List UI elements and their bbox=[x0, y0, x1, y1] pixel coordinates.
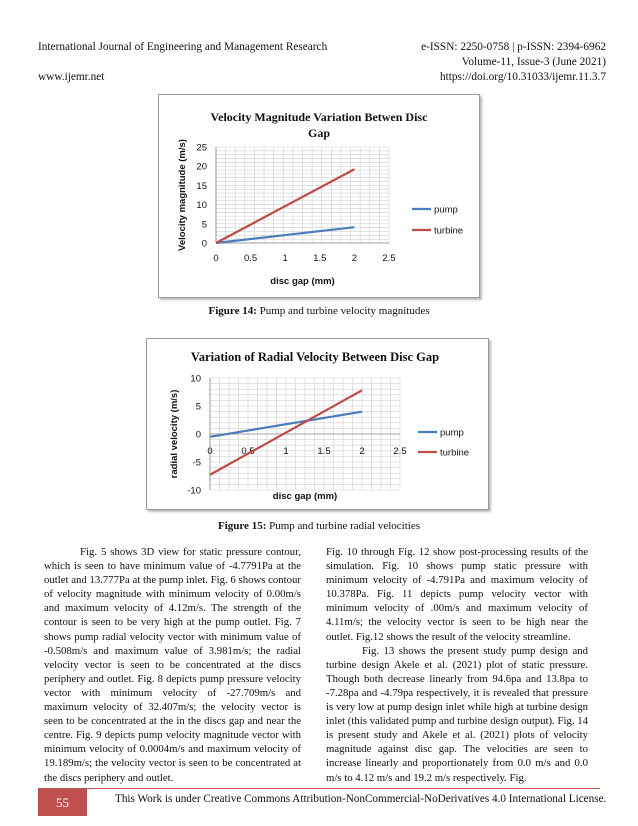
x-tick-label: 0 bbox=[213, 253, 219, 264]
legend-label-turbine: turbine bbox=[434, 225, 464, 237]
figure-label: Figure 15: bbox=[217, 520, 267, 532]
chart-title: Variation of Radial Velocity Between Disc Gap bbox=[190, 350, 440, 364]
x-tick-label: 2 bbox=[351, 253, 358, 264]
series-line-turbine bbox=[216, 169, 354, 243]
x-tick-label: 0.5 bbox=[243, 253, 258, 264]
paragraph: Fig. 10 through Fig. 12 show post-processing results of the simulation. Fig. 10 shows pump static pressure with minimum velocity of -4.791Pa and maximum velocity of 10.378Pa. Fig. 11 depicts pump velocity vector with minimum velocity of .00m/s and maximum velocity of 4.11m/s; the velocity vector is seen to be high near the outlet. Fig.12 shows the result of the velocity streamline. bbox=[326, 546, 588, 643]
paragraph: Fig. 5 shows 3D view for static pressure contour, which is seen to have minimum value of -4.7791Pa at the outlet and 13.777Pa at the pump inlet. Fig. 6 shows contour of velocity magnitude with minimum velocity of 0.00m/s and maximum velocity of 4.12m/s. The strength of the contour is seen to be very high at the pump outlet. Fig. 7 shows pump radial velocity vector with minimum value of -0.508m/s and maximum value of 3.981m/s; the radial velocity vector is seen to be concentrated at the discs periphery and outlet. Fig. 8 depicts pump pressure velocity vector with minimum velocity of -27.709m/s and maximum velocity of 32.407m/s; the velocity vector is seen to be concentrated at the in the discs gap and near the centre. Fig. 9 depicts pump velocity magnitude vector with minimum velocity of 0.0004m/s and maximum velocity of 19.189m/s; the velocity vector is seen to be concentrated at the discs periphery and outlet. bbox=[44, 546, 301, 784]
x-axis-label: disc gap (mm) bbox=[270, 276, 335, 287]
y-tick-label: 10 bbox=[190, 373, 201, 385]
doi-link[interactable]: https://doi.org/10.31033/ijemr.11.3.7 bbox=[439, 71, 606, 83]
x-tick-label: 1.5 bbox=[317, 446, 331, 457]
chart-title: Velocity Magnitude Variation Betwen Disc bbox=[210, 110, 428, 124]
y-tick-label: 0 bbox=[195, 429, 201, 441]
figure-caption-text: Pump and turbine velocity magnitudes bbox=[256, 305, 430, 317]
x-tick-label: 2 bbox=[359, 446, 365, 457]
y-tick-label: 25 bbox=[196, 142, 207, 154]
y-tick-label: 5 bbox=[195, 401, 201, 413]
x-axis-label: disc gap (mm) bbox=[272, 491, 338, 502]
journal-website[interactable]: www.ijemr.net bbox=[38, 71, 105, 83]
x-tick-label: 2.5 bbox=[382, 253, 396, 264]
paragraph: Fig. 13 shows the present study pump design and turbine design Akele et al. (2021) plot of static pressure. Though both decrease linearly from 94.6pa and 13.8pa to -7.28pa and -4.79pa respectively, it is revealed that pressure is very low at pump design inlet while high at turbine design inlet (this validated pump and turbine design output). Fig. 14 is present study and Akele et al. (2021) plots of velocity magnitude against disc gap. The velocities are seen to increase linearly and proportionately from 0.0 m/s and 0.0 m/s to 4.12 m/s and 19.2 m/s respectively. Fig. bbox=[326, 644, 588, 784]
x-tick-label: 1.5 bbox=[313, 253, 327, 264]
y-tick-label: 15 bbox=[196, 180, 207, 192]
chart-velocity-magnitude bbox=[159, 95, 479, 297]
volume-issue: Volume-11, Issue-3 (June 2021) bbox=[461, 56, 606, 68]
y-tick-label: -10 bbox=[187, 485, 201, 497]
y-tick-label: 20 bbox=[196, 161, 207, 173]
figure-14-caption bbox=[0, 305, 638, 317]
legend-label-turbine: turbine bbox=[440, 447, 470, 459]
figure-14-chart bbox=[158, 94, 480, 298]
figure-15-caption bbox=[0, 520, 638, 532]
footer-divider bbox=[38, 788, 600, 789]
journal-name: International Journal of Engineering and Management Research bbox=[38, 41, 328, 53]
y-tick-label: 5 bbox=[201, 219, 207, 231]
right-column bbox=[326, 545, 588, 785]
page-number: 55 bbox=[38, 789, 87, 816]
x-tick-label: 1 bbox=[282, 253, 288, 264]
y-axis-label: radial velocity (m/s) bbox=[169, 389, 180, 479]
y-tick-label: 0 bbox=[201, 238, 207, 250]
y-tick-label: -5 bbox=[192, 457, 201, 469]
legend-label-pump: pump bbox=[434, 204, 458, 216]
x-tick-label: 0 bbox=[207, 446, 213, 457]
issn: e-ISSN: 2250-0758 | p-ISSN: 2394-6962 bbox=[421, 41, 606, 53]
license-text: This Work is under Creative Commons Attribution-NonCommercial-NoDerivatives 4.0 International License. bbox=[115, 793, 607, 805]
y-tick-label: 10 bbox=[196, 200, 207, 212]
chart-title: Gap bbox=[307, 126, 331, 140]
x-tick-label: 0.5 bbox=[241, 446, 255, 457]
chart-radial-velocity bbox=[147, 339, 488, 509]
legend-label-pump: pump bbox=[440, 427, 464, 439]
figure-label: Figure 14: bbox=[208, 305, 257, 317]
figure-caption-text: Pump and turbine radial velocities bbox=[266, 520, 421, 532]
x-tick-label: 1 bbox=[283, 446, 289, 457]
figure-15-chart bbox=[146, 338, 489, 510]
x-tick-label: 2.5 bbox=[393, 446, 407, 457]
y-axis-label: Velocity magnitude (m/s) bbox=[177, 139, 188, 251]
left-column bbox=[44, 545, 301, 785]
